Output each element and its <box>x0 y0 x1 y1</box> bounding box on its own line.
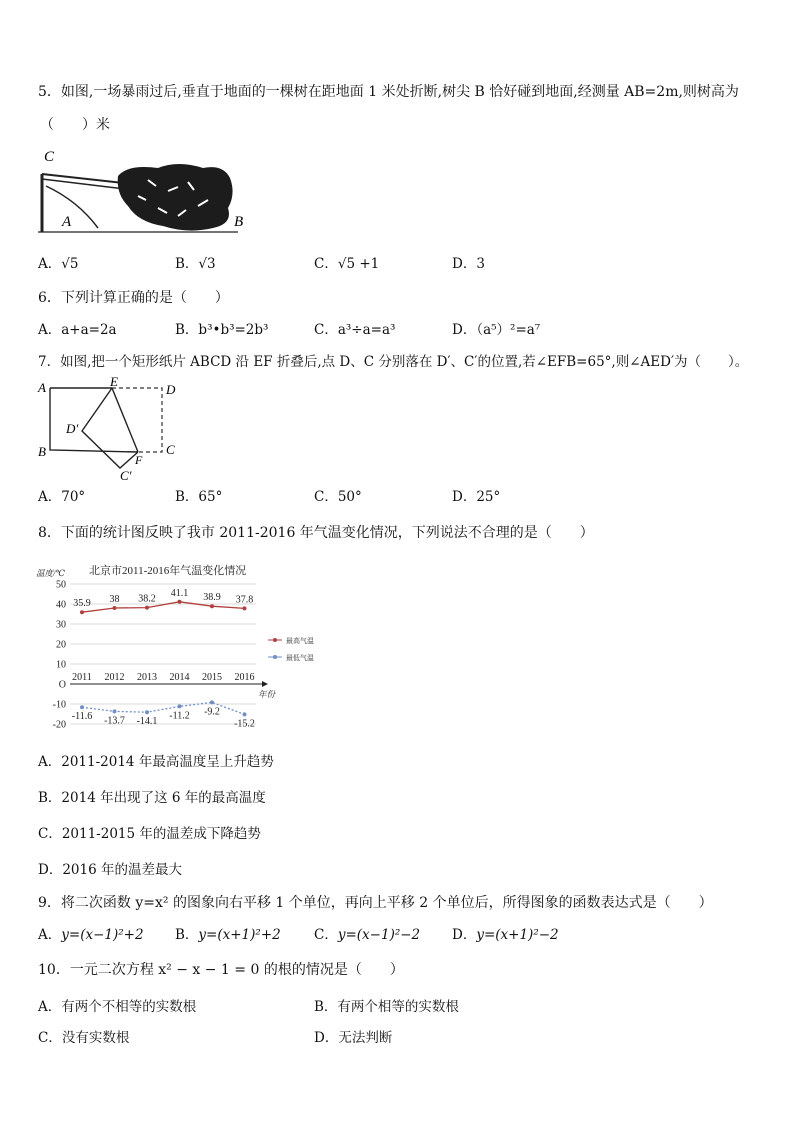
chart-y-tick-label: 10 <box>56 659 66 671</box>
option-text: 25° <box>476 489 501 505</box>
chart-x-axis-label: 年份 <box>258 689 276 699</box>
option-letter: C． <box>314 927 338 943</box>
q5-tree-figure <box>38 146 253 236</box>
chart-y-tick-label: 50 <box>56 579 66 591</box>
chart-data-point <box>80 610 84 614</box>
q6-stem: 6．下列计算正确的是（ ） <box>38 290 229 306</box>
chart-x-tick-label: 2015 <box>202 672 222 683</box>
q7-option-a[interactable] <box>38 488 85 506</box>
q7-label-c: C <box>166 442 175 457</box>
q9-option-d[interactable] <box>452 926 559 944</box>
option-text: 有两个相等的实数根 <box>337 999 459 1015</box>
q10-option-d[interactable] <box>314 1029 392 1047</box>
chart-legend-label: 最低气温 <box>286 654 314 662</box>
option-text: 65° <box>198 489 223 505</box>
chart-y-tick-label: -10 <box>52 699 66 711</box>
q5-stem: 5．如图,一场暴雨过后,垂直于地面的一棵树在距地面 1 米处折断,树尖 B 恰好碰到地面,经测量 AB=2m,则树高为 <box>38 84 739 100</box>
option-letter: C． <box>314 256 338 272</box>
chart-title: 北京市2011-2016年气温变化情况 <box>89 565 247 577</box>
q10-option-a[interactable] <box>38 998 196 1016</box>
option-letter: D． <box>314 1030 339 1046</box>
q9-option-b[interactable] <box>175 926 281 944</box>
q5-label-c: C <box>44 149 55 165</box>
q7-label-e: E <box>110 376 118 389</box>
q5-stem-answer-blank: （ ）米 <box>40 117 110 133</box>
chart-x-axis-arrow <box>262 681 268 687</box>
option-letter: A． <box>38 999 62 1015</box>
chart-data-label: 41.1 <box>170 587 189 599</box>
option-letter: A． <box>38 322 62 338</box>
chart-data-point <box>113 606 117 610</box>
q5-crown <box>118 164 233 231</box>
option-letter: A． <box>38 256 62 272</box>
option-letter: B． <box>175 489 199 505</box>
chart-data-label: -11.6 <box>71 711 93 723</box>
chart-data-label: 38.9 <box>203 592 221 604</box>
chart-y-tick-label: 20 <box>56 639 66 651</box>
q7-folded-part <box>82 388 138 468</box>
option-text: 有两个不相等的实数根 <box>61 999 197 1015</box>
option-letter: A． <box>38 489 62 505</box>
chart-data-point <box>80 705 84 709</box>
option-text: 70° <box>61 489 86 505</box>
option-text: 没有实数根 <box>61 1030 130 1046</box>
chart-data-point <box>210 604 214 608</box>
chart-legend-label: 最高气温 <box>286 637 314 645</box>
chart-x-tick-label: 2011 <box>72 672 92 683</box>
q7-label-c-prime: C′ <box>120 468 132 483</box>
option-letter: B． <box>175 927 199 943</box>
option-text: b³•b³=2b³ <box>198 322 269 338</box>
q7-label-d-prime: D′ <box>66 421 79 436</box>
chart-data-label: -13.7 <box>104 715 125 727</box>
option-letter: B． <box>175 322 199 338</box>
chart-data-label: 38.2 <box>138 593 156 605</box>
q5-option-b[interactable] <box>175 255 216 273</box>
option-text: y=(x−1)²+2 <box>61 927 144 943</box>
chart-data-point <box>243 606 247 610</box>
q5-option-c[interactable] <box>314 255 379 273</box>
q8-option-d[interactable]: D．2016 年的温差最大 <box>38 862 182 878</box>
q10-stem: 10．一元二次方程 x² − x − 1 = 0 的根的情况是（ ） <box>38 962 404 978</box>
chart-series-line <box>82 602 245 612</box>
q10-option-b[interactable] <box>314 998 459 1016</box>
chart-data-label: 38 <box>109 594 120 605</box>
chart-data-label: -9.2 <box>204 706 220 718</box>
option-text: √5 +1 <box>337 256 380 272</box>
option-text: 无法判断 <box>338 1030 393 1046</box>
option-text: y=(x+1)²+2 <box>198 927 281 943</box>
q9-stem: 9．将二次函数 y=x² 的图象向右平移 1 个单位，再向上平移 2 个单位后，所得图象的函数表达式是（ ） <box>38 895 713 911</box>
chart-data-point <box>243 712 247 716</box>
option-letter: D． <box>452 927 477 943</box>
chart-y-tick-label: 40 <box>56 599 66 611</box>
option-text: a³÷a=a³ <box>337 322 396 338</box>
q6-option-d[interactable] <box>452 321 540 339</box>
q7-label-f: F <box>135 453 143 467</box>
chart-data-label: -11.2 <box>169 710 190 722</box>
q7-label-b: B <box>38 444 46 459</box>
chart-y-tick-label: 30 <box>56 619 66 631</box>
option-text: √3 <box>198 256 216 272</box>
option-text: a+a=2a <box>61 322 117 338</box>
q8-option-a[interactable]: A．2011-2014 年最高温度呈上升趋势 <box>38 754 274 770</box>
q6-option-a[interactable] <box>38 321 117 339</box>
chart-data-label: 37.8 <box>235 594 254 606</box>
chart-data-point <box>145 606 149 610</box>
chart-data-point <box>145 710 149 714</box>
q7-crease-ef <box>112 388 138 452</box>
chart-legend-marker <box>273 638 277 642</box>
option-letter: D． <box>452 322 477 338</box>
q8-option-b[interactable]: B．2014 年出现了这 6 年的最高温度 <box>38 790 266 806</box>
chart-data-point <box>210 700 214 704</box>
option-letter: C． <box>314 489 338 505</box>
q9-option-c[interactable] <box>314 926 420 944</box>
chart-data-point <box>178 600 182 604</box>
chart-legend-marker <box>273 655 277 659</box>
option-text: 50° <box>337 489 362 505</box>
chart-x-tick-label: 2016 <box>234 672 255 683</box>
q5-option-a[interactable] <box>38 255 78 273</box>
option-text: √5 <box>61 256 79 272</box>
q6-option-b[interactable] <box>175 321 268 339</box>
option-letter: D． <box>452 256 477 272</box>
q6-option-c[interactable] <box>314 321 395 339</box>
q7-option-b[interactable] <box>175 488 222 506</box>
q5-option-d[interactable] <box>452 255 485 273</box>
chart-data-label: 35.9 <box>73 598 91 610</box>
q5-label-b: B <box>234 214 244 230</box>
q5-label-a: A <box>62 214 72 230</box>
option-letter: C． <box>38 1030 62 1046</box>
q7-stem: 7．如图,把一个矩形纸片 ABCD 沿 EF 折叠后,点 D、C 分别落在 D′、C′的位置,若∠EFB=65°,则∠AED′为（ ）。 <box>38 354 749 370</box>
chart-data-point <box>113 709 117 713</box>
chart-data-label: -14.1 <box>136 716 158 728</box>
chart-x-tick-label: 2013 <box>137 672 157 683</box>
option-letter: A． <box>38 927 62 943</box>
option-letter: B． <box>175 256 199 272</box>
option-letter: D． <box>452 489 477 505</box>
chart-data-label: -15.2 <box>234 718 255 730</box>
q10-option-c[interactable] <box>38 1029 129 1047</box>
chart-y-tick-label: -20 <box>52 719 66 731</box>
chart-x-tick-label: 2012 <box>104 672 125 683</box>
q7-option-d[interactable] <box>452 488 500 506</box>
q7-fold-figure <box>34 376 184 484</box>
chart-data-point <box>178 704 182 708</box>
q7-option-c[interactable] <box>314 488 362 506</box>
q7-label-d: D <box>166 382 176 397</box>
q8-option-c[interactable]: C．2011-2015 年的温差成下降趋势 <box>38 826 261 842</box>
option-letter: C． <box>314 322 338 338</box>
chart-y-tick-label: O <box>58 679 66 691</box>
option-text: y=(x+1)²−2 <box>476 927 559 943</box>
q8-stem: 8．下面的统计图反映了我市 2011-2016 年气温变化情况，下列说法不合理的是（ ） <box>38 525 594 541</box>
q7-label-a: A <box>38 380 46 395</box>
chart-y-axis-label: 温度/℃ <box>36 568 65 578</box>
temperature-line-chart <box>34 556 334 736</box>
option-letter: B． <box>314 999 338 1015</box>
chart-x-tick-label: 2014 <box>169 672 190 683</box>
option-text: y=(x−1)²−2 <box>337 927 421 943</box>
q9-option-a[interactable] <box>38 926 144 944</box>
option-text: （a⁵）²=a⁷ <box>476 322 541 338</box>
option-text: 3 <box>476 256 485 272</box>
